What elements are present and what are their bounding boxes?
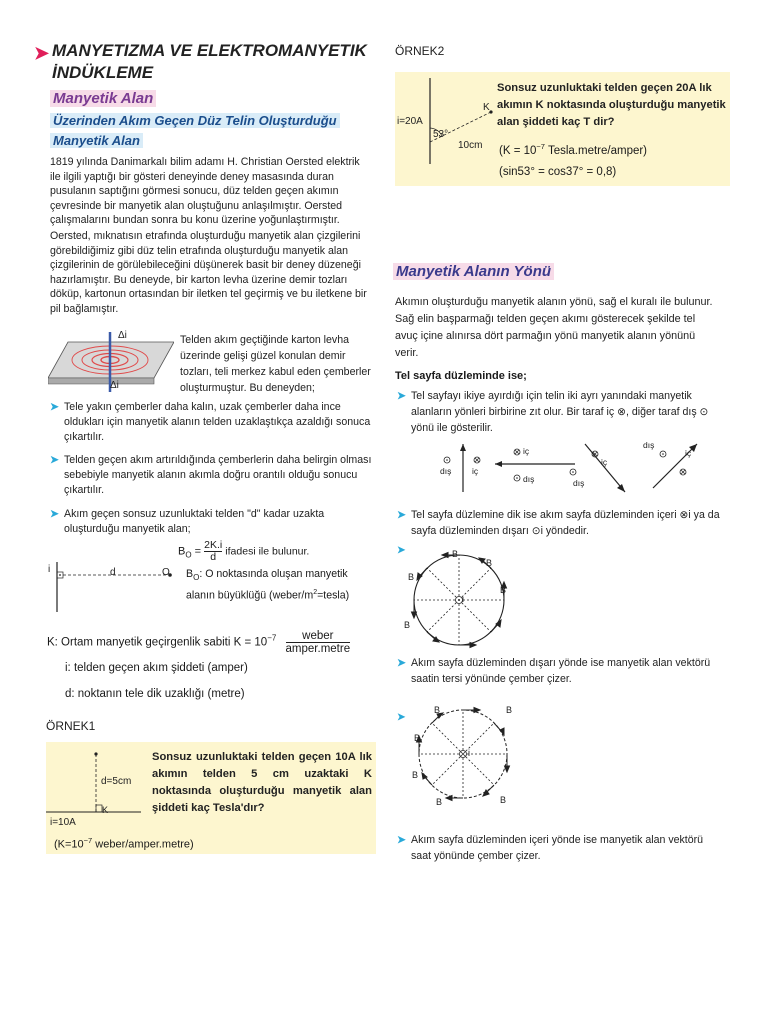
heading-manyetik-alan: Manyetik Alan xyxy=(50,90,156,108)
wire-o-label: O xyxy=(162,567,170,578)
bullet-arrow-icon: ➤ xyxy=(50,401,59,413)
example-2-i-label: i=20A xyxy=(397,116,423,127)
page-title: ➤ MANYETIZMA VE ELEKTROMANYETIK İNDÜKLEME xyxy=(34,41,367,82)
bullet-arrow-icon: ➤ xyxy=(397,834,406,846)
vector-b-label: B xyxy=(434,705,441,715)
experiment-caption: Telden akım geçtiğinde karton levha üzerinde gelişi güzel konulan demir tozları, teli merkez kabul eden çemberler oluşturmuştur. Bu deneyden; xyxy=(180,334,371,394)
d-definition: d: noktanın tele dik uzaklığı (metre) xyxy=(65,688,245,700)
bullet-arrow-icon: ➤ xyxy=(397,390,406,402)
vector-b-label: B xyxy=(500,585,507,595)
example-1-question: Sonsuz uzunluktaki telden geçen 10A lık akımın telden 5 cm uzaktaki K noktasında oluşturduğu manyetik alan şiddeti kaç Tesla'dır? xyxy=(152,751,372,814)
current-arrow-icon xyxy=(617,484,625,492)
paragraph-oersted-1: 1819 yılında Danimarkalı bilim adamı H. Christian Oersted elektrik ile ilgili yaptığı bir gösteri deneyinde deney masasında duran pusulanın saptığını görmesi sonucu, düz telden geçen akımın çevresinde bir manyetik alan oluştuğunu anlaşılmıştır. Oersted çalışmalarını bundan sonra bu konu üzerine yoğunlaştırmıştır. xyxy=(50,156,360,226)
bullet-plane: ➤ Tel sayfayı ikiye ayırdığı için telin iki ayrı yanındaki manyetik alanların yönleri birbirine zıt olur. Bir taraf iç ⊗, diğer taraf dış ⊙ yönü ile gösterilir. xyxy=(397,390,709,434)
wire-i-label: i xyxy=(48,564,51,575)
label-ic-2: iç xyxy=(523,446,530,456)
wire-direction-diagrams xyxy=(425,440,715,496)
karton-edge xyxy=(48,378,154,384)
bullet-arrow-icon: ➤ xyxy=(397,545,406,556)
formula-bo: $B_O$ = $\frac{2K.i}{d}$ ifadesi ile bulunur. xyxy=(178,539,310,563)
vector-b-label: B xyxy=(500,795,507,805)
title-arrow-icon: ➤ xyxy=(34,43,50,63)
bullet-cw: ➤ Akım sayfa düzleminden içeri yönde ise manyetik alan vektörü saat yönünde çember çizer. xyxy=(397,834,704,862)
bullet-2: ➤ Telden geçen akım artırıldığında çemberlerin daha belirgin olması sebebiyle manyetik alanın akımla doğru orantılı olduğu sonucu çıkartılır. xyxy=(50,454,372,496)
field-circle-ccw xyxy=(404,550,514,652)
vector-b-label: B xyxy=(486,558,493,568)
bullet-arrow-icon: ➤ xyxy=(50,454,59,466)
label-ic-3: iç xyxy=(601,457,608,467)
label-ic-1: iç xyxy=(472,466,479,476)
current-arrow-icon xyxy=(460,444,466,451)
diagonal-wire-1 xyxy=(585,444,625,492)
vector-b-label: B xyxy=(414,733,421,743)
vector-b-label: B xyxy=(436,797,443,807)
example-1-constant: ($K=10^{-7}$ weber/amper.metre) xyxy=(54,836,194,851)
current-arrow-icon xyxy=(495,461,502,467)
bullet-arrow-icon: ➤ xyxy=(397,509,406,521)
current-i-label: i xyxy=(462,594,464,604)
heading-alan-yonu: Manyetik Alanın Yönü xyxy=(393,263,554,281)
label-dis-3: dış xyxy=(573,478,585,488)
bullet-arrow-icon: ➤ xyxy=(397,712,406,723)
formula-fraction: $\frac{2K.i}{d}$ xyxy=(204,539,223,563)
example-1-k-label: K xyxy=(102,805,109,815)
example-1-box xyxy=(46,742,376,854)
example-2-title: ÖRNEK2 xyxy=(395,44,445,58)
vector-b-label: B xyxy=(404,620,411,630)
example-2-question: Sonsuz uzunluktaki telden geçen 20A lık akımın K noktasında oluşturduğu manyetik alan şiddeti kaç T dir? xyxy=(497,82,726,128)
paragraph-oersted-2: Oersted, mıknatısın etrafında oluşturduğu manyetik alan çizgilerini görebildiğimiz gibi düz telin etrafında oluşturduğu manyetik alan çizgilerinin de görülebileceğini düşünerek basit bir deney düzeneği hazırlamıştır. Bu deneyde, bir karton levha üzerine demir tozları döküp, kartonun ortasından bir iletken tel geçirmiş ve bu iletkene bir pil bağlamıştır. xyxy=(50,230,367,315)
label-dis-4: dış xyxy=(643,440,655,450)
example-2-dist-label: 10cm xyxy=(458,140,483,151)
vector-b-label: B xyxy=(506,705,513,715)
current-i-label: i xyxy=(468,748,470,758)
vector-b-label: B xyxy=(408,572,415,582)
field-circle-cw xyxy=(408,706,518,806)
bullet-1: ➤ Tele yakın çemberler daha kalın, uzak çemberler daha ince oldukları için manyetik alanın telden uzaklaştıkça azaldığı sonuca çıkartılır. xyxy=(50,401,371,443)
example-2-box xyxy=(395,72,730,186)
bullet-arrow-icon: ➤ xyxy=(397,657,406,669)
heading-duz-tel-2: Manyetik Alan xyxy=(50,132,143,150)
delta-i-bottom: Δi xyxy=(110,380,119,391)
delta-i-top: Δi xyxy=(118,330,127,341)
heading-duz-tel: Üzerinden Akım Geçen Düz Telin Oluşturduğu xyxy=(50,112,340,130)
vector-b-label: B xyxy=(412,770,419,780)
example-1-d-label: d=5cm xyxy=(101,776,132,787)
k-unit-fraction: weber amper.metre xyxy=(285,630,351,655)
i-definition: i: telden geçen akım şiddeti (amper) xyxy=(65,662,248,674)
paragraph-sag-el: Akımın oluşturduğu manyetik alanın yönü, sağ el kuralı ile bulunur. Sağ elin başparmağı telden geçen akımı gösterecek şekilde tel avuç içine alınırsa dört parmağın yönü manyetik alanın yönünü verir. xyxy=(395,296,713,359)
bullet-3: ➤ Akım geçen sonsuz uzunluktaki telden "d" kadar uzakta oluşturduğu manyetik alan; xyxy=(50,508,325,535)
example-2-sin: (sin53° = cos37° = 0,8) xyxy=(499,166,617,178)
example-2-angle-label: 53° xyxy=(433,129,449,140)
bullet-ccw: ➤ Akım sayfa düzleminden dışarı yönde ise manyetik alan vektörü saatin tersi yönünde çember çizer. xyxy=(397,657,711,685)
point-k xyxy=(94,752,97,755)
example-2-constant: ($K = 10^{-7}$ Tesla.metre/amper) xyxy=(499,142,648,157)
example-1-title: ÖRNEK1 xyxy=(46,719,96,733)
k-constant-line: K: Ortam manyetik geçirgenlik sabiti $K = 10^{-7}$ weber amper.metre xyxy=(47,630,351,655)
label-dis-1: dış xyxy=(440,466,452,476)
example-1-i-label: i=10A xyxy=(50,817,76,828)
example-2-k-label: K xyxy=(483,102,490,113)
bo-description: $B_O$: O noktasında oluşan manyetik alanın büyüklüğü $(weber/m^2=tesla)$ xyxy=(186,568,350,602)
bullet-arrow-icon: ➤ xyxy=(50,508,59,520)
subheading-tel-sayfa: Tel sayfa düzleminde ise; xyxy=(395,370,527,382)
wire-d-label: d xyxy=(110,567,116,578)
label-ic-4: iç xyxy=(685,448,692,458)
vector-b-label: B xyxy=(452,549,459,559)
label-dis-2: dış xyxy=(523,474,535,484)
bullet-perpendicular: ➤ Tel sayfa düzlemine dik ise akım sayfa düzleminden içeri ⊗i ya da sayfa düzleminden dışarı ⊙i yöndedir. xyxy=(397,509,720,537)
